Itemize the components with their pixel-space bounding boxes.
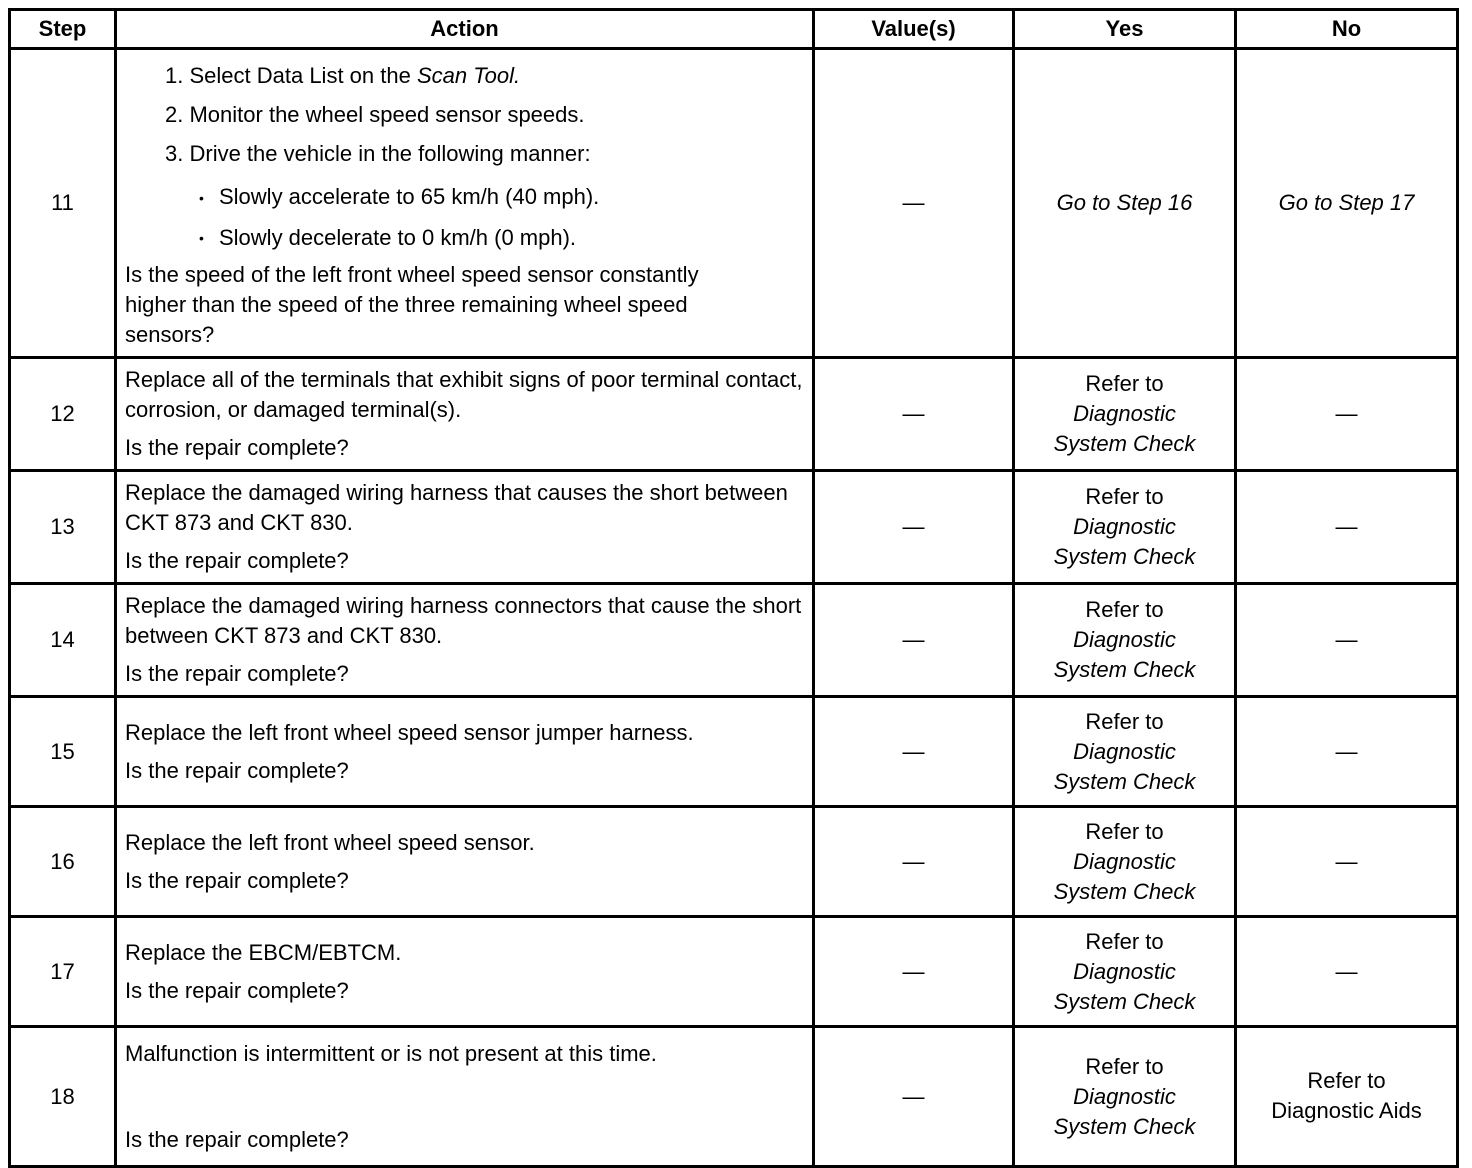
yes-link-line1: Diagnostic (1073, 848, 1176, 874)
action-cell (116, 1027, 814, 1167)
yes-cell: Go to Step 16 (1014, 49, 1236, 358)
table-row-step-13 (10, 471, 1458, 584)
yes-cell (1014, 358, 1236, 471)
header-row (10, 10, 1458, 49)
instruction-item (159, 56, 804, 95)
action-cell (116, 697, 814, 807)
table-row-step-17 (10, 917, 1458, 1027)
step-number: 13 (10, 471, 116, 584)
question-text: Is the repair complete? (125, 548, 349, 574)
instruction-text: Monitor the wheel speed sensor speeds. (189, 102, 585, 127)
yes-link-line1: Diagnostic (1073, 958, 1176, 984)
step-number: 16 (10, 807, 116, 917)
action-text: Malfunction is intermittent or is not present at this time. (125, 1040, 657, 1066)
yes-link-line1: Diagnostic (1073, 401, 1176, 427)
header-step: Step (10, 10, 116, 49)
action-text: Replace the damaged wiring harness that causes the short between CKT 873 and CKT 830. (125, 480, 788, 536)
spacer (125, 1069, 804, 1125)
action-text: Replace the left front wheel speed sensor jumper harness. (125, 719, 694, 745)
header-values: Value(s) (814, 10, 1014, 49)
no-cell: — (1236, 807, 1458, 917)
value-cell: — (814, 917, 1014, 1027)
table-row-step-16 (10, 807, 1458, 917)
value-cell: — (814, 1027, 1014, 1167)
value-cell: — (814, 358, 1014, 471)
no-cell: Go to Step 17 (1236, 49, 1458, 358)
instruction-text: Drive the vehicle in the following manner: (189, 141, 591, 166)
table-row-step-14 (10, 584, 1458, 697)
question-text: Is the repair complete? (125, 1126, 349, 1152)
action-cell (116, 584, 814, 697)
yes-refer: Refer to (1085, 371, 1164, 397)
no-cell: — (1236, 584, 1458, 697)
yes-refer: Refer to (1085, 597, 1164, 623)
yes-link-line2: System Check (1053, 657, 1196, 683)
step-number: 17 (10, 917, 116, 1027)
yes-link-line1: Diagnostic (1073, 1083, 1176, 1109)
question-text: Is the repair complete? (125, 867, 349, 893)
yes-refer: Refer to (1085, 708, 1164, 734)
diagnostic-table (8, 8, 1459, 1168)
no-cell: — (1236, 358, 1458, 471)
question-text: Is the repair complete? (125, 661, 349, 687)
no-cell: — (1236, 471, 1458, 584)
no-cell: — (1236, 697, 1458, 807)
step-number: 15 (10, 697, 116, 807)
question-text: Is the repair complete? (125, 435, 349, 461)
instruction-list (125, 56, 804, 173)
instruction-text: Select Data List on the (189, 63, 417, 88)
header-yes: Yes (1014, 10, 1236, 49)
yes-cell (1014, 917, 1236, 1027)
yes-cell (1014, 1027, 1236, 1167)
action-cell (116, 471, 814, 584)
instruction-item (159, 134, 804, 173)
action-cell (116, 917, 814, 1027)
instruction-number: 3. (165, 141, 184, 166)
yes-cell (1014, 584, 1236, 697)
value-cell: — (814, 49, 1014, 358)
action-cell (116, 358, 814, 471)
value-cell: — (814, 584, 1014, 697)
header-no: No (1236, 10, 1458, 49)
action-cell (116, 807, 814, 917)
yes-refer: Refer to (1085, 484, 1164, 510)
bullet-item: • Slowly decelerate to 0 km/h (0 mph). (199, 218, 804, 259)
table-row-step-12 (10, 358, 1458, 471)
yes-cell (1014, 471, 1236, 584)
step-number: 14 (10, 584, 116, 697)
instruction-number: 1. (165, 63, 184, 88)
instruction-number: 2. (165, 102, 184, 127)
bullet-list (125, 177, 804, 258)
step-number: 11 (10, 49, 116, 358)
no-cell: — (1236, 917, 1458, 1027)
instruction-emphasis: Scan Tool. (416, 63, 521, 88)
value-cell: — (814, 807, 1014, 917)
table-row-step-11 (10, 49, 1458, 358)
action-text: Replace the EBCM/EBTCM. (125, 939, 402, 965)
instruction-item (159, 95, 804, 134)
yes-link-line2: System Check (1053, 768, 1196, 794)
question-text: Is the repair complete? (125, 757, 349, 783)
yes-cell (1014, 697, 1236, 807)
yes-refer: Refer to (1085, 818, 1164, 844)
yes-link-line1: Diagnostic (1073, 738, 1176, 764)
yes-link-line2: System Check (1053, 878, 1196, 904)
action-text: Replace all of the terminals that exhibit signs of poor terminal contact, corrosion, or damaged terminal(s). (125, 367, 803, 423)
yes-link-line1: Diagnostic (1073, 514, 1176, 540)
action-cell (116, 49, 814, 358)
yes-link-line2: System Check (1053, 431, 1196, 457)
no-refer: Refer to (1307, 1068, 1386, 1094)
table-row-step-18 (10, 1027, 1458, 1167)
step-number: 18 (10, 1027, 116, 1167)
action-text: Replace the left front wheel speed sensor. (125, 829, 535, 855)
yes-refer: Refer to (1085, 1053, 1164, 1079)
yes-link-line1: Diagnostic (1073, 627, 1176, 653)
yes-refer: Refer to (1085, 928, 1164, 954)
header-action: Action (116, 10, 814, 49)
value-cell: — (814, 697, 1014, 807)
yes-link-line2: System Check (1053, 988, 1196, 1014)
value-cell: — (814, 471, 1014, 584)
step-number: 12 (10, 358, 116, 471)
bullet-item: • Slowly accelerate to 65 km/h (40 mph). (199, 177, 804, 218)
yes-cell (1014, 807, 1236, 917)
yes-link-line2: System Check (1053, 1113, 1196, 1139)
question-text: Is the repair complete? (125, 977, 349, 1003)
question-text: Is the speed of the left front wheel speed sensor constantly higher than the speed of the three remaining wheel speed sensors? (125, 262, 699, 348)
table-row-step-15 (10, 697, 1458, 807)
yes-link-line2: System Check (1053, 544, 1196, 570)
action-text: Replace the damaged wiring harness connectors that cause the short between CKT 873 and CKT 830. (125, 593, 802, 649)
no-link: Diagnostic Aids (1271, 1098, 1422, 1124)
no-cell (1236, 1027, 1458, 1167)
